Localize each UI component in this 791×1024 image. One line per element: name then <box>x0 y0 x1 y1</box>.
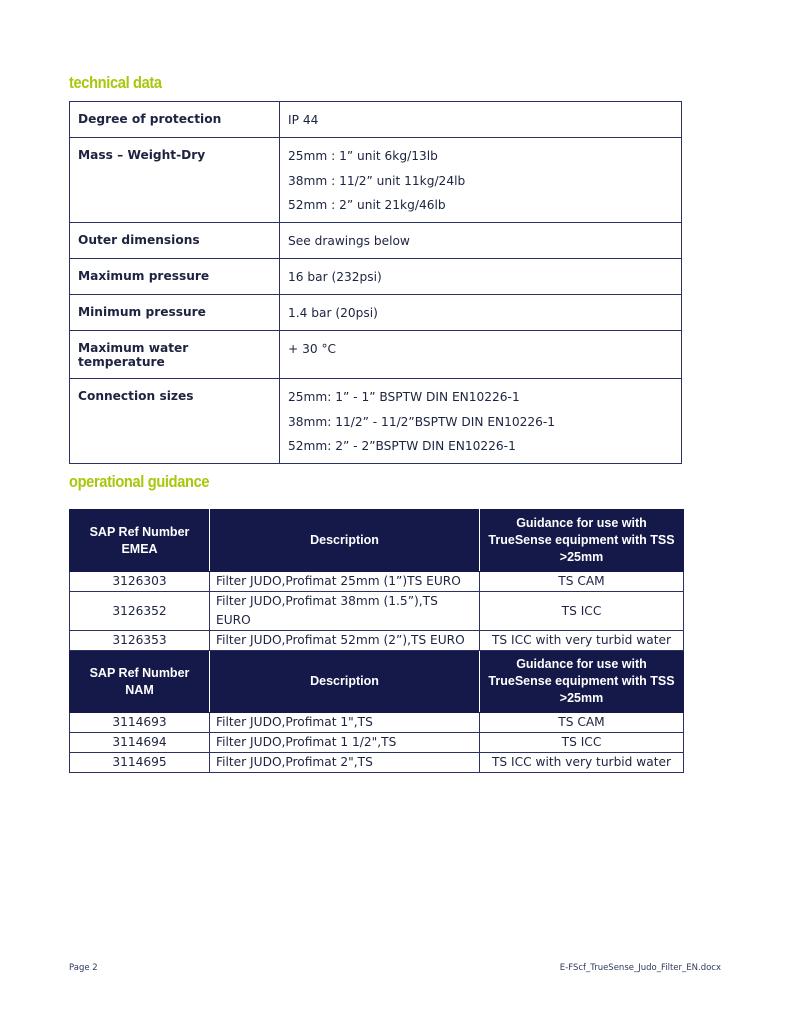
tech-row <box>70 138 682 223</box>
tech-value <box>280 331 682 379</box>
cell-guidance: TS CAM <box>480 713 684 733</box>
cell-guidance: TS CAM <box>480 572 684 592</box>
cell-guidance: TS ICC with very turbid water <box>480 753 684 773</box>
tech-row <box>70 259 682 295</box>
cell-description: Filter JUDO,Profimat 1",TS <box>210 713 480 733</box>
cell-guidance: TS ICC <box>480 733 684 753</box>
table-row <box>70 713 684 733</box>
tech-label: Mass – Weight-Dry <box>70 138 280 223</box>
tech-value <box>280 295 682 331</box>
cell-description: Filter JUDO,Profimat 25mm (1”)TS EURO <box>210 572 480 592</box>
tech-value-line: 16 bar (232psi) <box>288 270 382 284</box>
tech-row <box>70 102 682 138</box>
footer-page-number: Page 2 <box>69 963 98 973</box>
tech-value-line: 52mm: 2” - 2”BSPTW DIN EN10226-1 <box>288 439 516 453</box>
table-header-row <box>70 510 684 572</box>
cell-description: Filter JUDO,Profimat 38mm (1.5”),TS EURO <box>210 592 480 631</box>
header-description: Description <box>210 651 480 713</box>
tech-label: Degree of protection <box>70 102 280 138</box>
tech-value-line: 1.4 bar (20psi) <box>288 306 378 320</box>
header-guidance: Guidance for use with TrueSense equipment with TSS >25mm <box>480 510 684 572</box>
cell-description: Filter JUDO,Profimat 52mm (2”),TS EURO <box>210 631 480 651</box>
cell-description: Filter JUDO,Profimat 2",TS <box>210 753 480 773</box>
table-row <box>70 753 684 773</box>
operational-guidance-table <box>69 509 684 773</box>
cell-guidance: TS ICC <box>480 592 684 631</box>
tech-value-line: 25mm : 1” unit 6kg/13lb <box>288 149 438 163</box>
cell-sap-ref: 3114695 <box>70 753 210 773</box>
header-sap-ref: SAP Ref Number EMEA <box>70 510 210 572</box>
tech-value <box>280 223 682 259</box>
table-row <box>70 733 684 753</box>
tech-row <box>70 379 682 464</box>
cell-sap-ref: 3126353 <box>70 631 210 651</box>
cell-sap-ref: 3114694 <box>70 733 210 753</box>
tech-value-line: IP 44 <box>288 113 319 127</box>
tech-label: Maximum water temperature <box>70 331 280 379</box>
tech-value <box>280 102 682 138</box>
table-row <box>70 592 684 631</box>
section-title-technical-data: technical data <box>69 73 162 92</box>
header-sap-ref: SAP Ref Number NAM <box>70 651 210 713</box>
tech-value <box>280 259 682 295</box>
tech-label: Outer dimensions <box>70 223 280 259</box>
tech-value-line: 38mm: 11/2” - 11/2”BSPTW DIN EN10226-1 <box>288 414 556 429</box>
tech-value-line: 38mm : 11/2” unit 11kg/24lb <box>288 173 466 188</box>
technical-data-table <box>69 101 682 464</box>
section-title-operational-guidance: operational guidance <box>69 472 210 491</box>
tech-label: Connection sizes <box>70 379 280 464</box>
tech-label: Minimum pressure <box>70 295 280 331</box>
tech-value-line: + 30 °C <box>288 342 337 356</box>
cell-sap-ref: 3126303 <box>70 572 210 592</box>
tech-row <box>70 295 682 331</box>
header-description: Description <box>210 510 480 572</box>
table-row <box>70 572 684 592</box>
tech-row <box>70 223 682 259</box>
header-guidance: Guidance for use with TrueSense equipment with TSS >25mm <box>480 651 684 713</box>
tech-value <box>280 379 682 464</box>
table-row <box>70 631 684 651</box>
tech-row <box>70 331 682 379</box>
cell-sap-ref: 3114693 <box>70 713 210 733</box>
tech-value-line: 52mm : 2” unit 21kg/46lb <box>288 198 446 212</box>
cell-description: Filter JUDO,Profimat 1 1/2",TS <box>210 733 480 753</box>
cell-guidance: TS ICC with very turbid water <box>480 631 684 651</box>
tech-value <box>280 138 682 223</box>
tech-value-line: See drawings below <box>288 234 410 248</box>
table-header-row <box>70 651 684 713</box>
tech-value-line: 25mm: 1” - 1” BSPTW DIN EN10226-1 <box>288 390 520 404</box>
cell-sap-ref: 3126352 <box>70 592 210 631</box>
footer-filename: E-FScf_TrueSense_Judo_Filter_EN.docx <box>559 963 721 973</box>
tech-label: Maximum pressure <box>70 259 280 295</box>
